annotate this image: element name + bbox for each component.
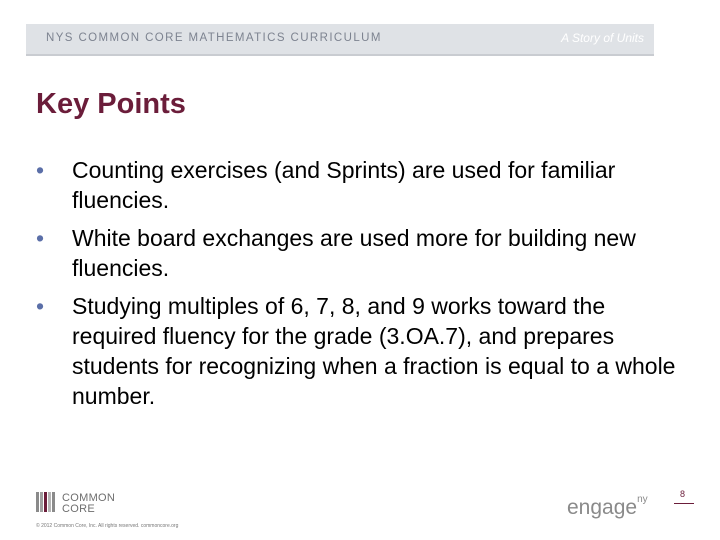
bullet-icon: • [36,293,45,319]
bullet-text: Studying multiples of 6, 7, 8, and 9 works toward the required fluency for the grade (3.OA.7), and prepares students for recognizing when a fraction is equal to a whole number. [72,293,676,409]
bullet-icon: • [36,225,45,251]
bullet-list [36,155,686,419]
bullet-item [36,223,686,283]
bullet-item [36,155,686,215]
common-core-logo-text: COMMON CORE [62,492,116,515]
story-of-units-label: A Story of Units [561,31,644,45]
curriculum-label: NYS COMMON CORE MATHEMATICS CURRICULUM [46,32,382,44]
page-number-underline [674,503,694,504]
slide-title: Key Points [36,88,186,120]
bullet-icon: • [36,157,45,183]
page-number: 8 [680,489,686,499]
common-core-logo-icon [36,492,58,512]
header-band [26,24,654,56]
copyright-text: © 2012 Common Core, Inc. All rights reserved. commoncore.org [36,523,179,529]
bullet-text: White board exchanges are used more for building new fluencies. [72,225,636,281]
engageny-logo: engage$^{ny}$ [567,494,648,519]
bullet-text: Counting exercises (and Sprints) are used for familiar fluencies. [72,157,616,213]
bullet-item [36,291,686,411]
